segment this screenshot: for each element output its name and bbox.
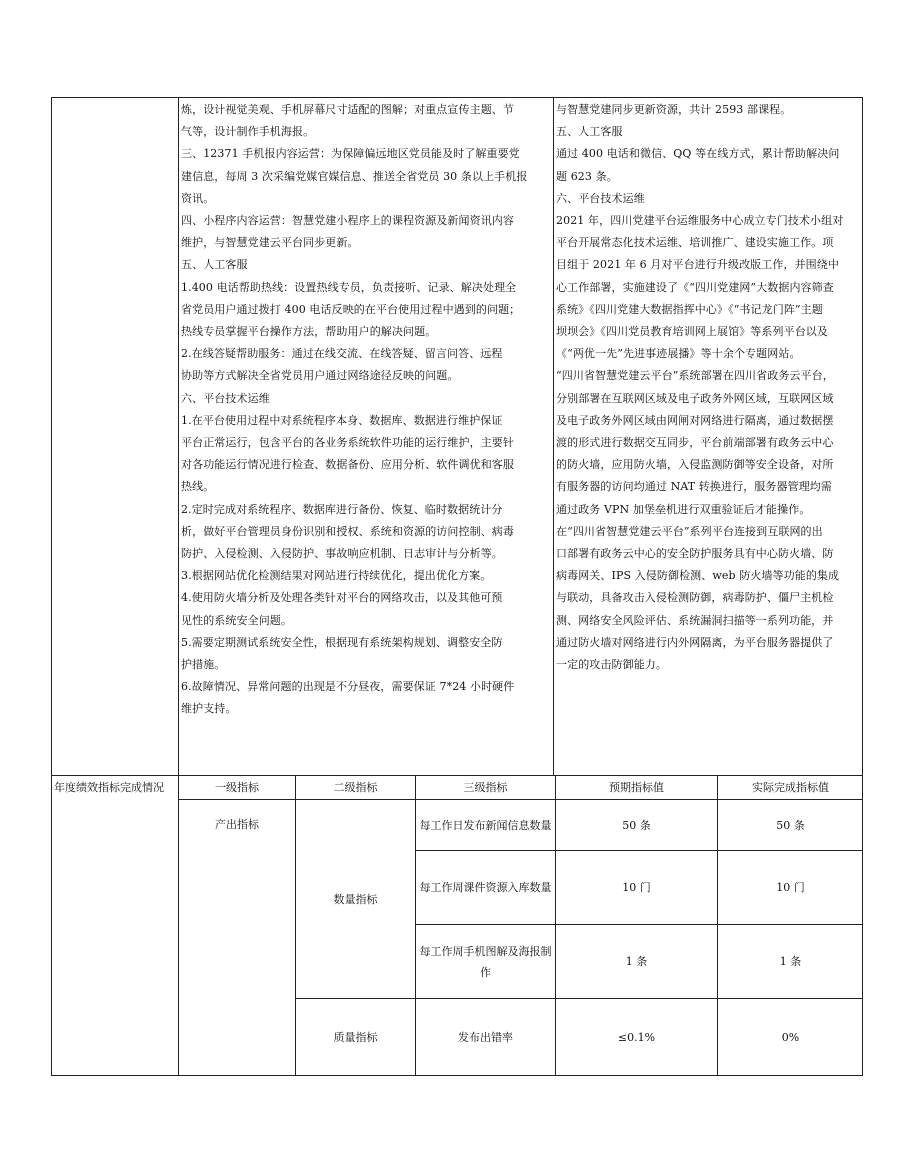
text-line: 口部署有政务云中心的安全防护服务具有中心防火墙、防	[556, 547, 834, 561]
level1-indicator: 产出指标	[215, 818, 259, 831]
text-line: 病毒网关、IPS 入侵防御检测、web 防火墙等功能的集成	[556, 569, 840, 583]
level2-quantity: 数量指标	[333, 892, 378, 906]
text-line: 与智慧党建同步更新资源，共计 2593 部课程。	[556, 103, 792, 116]
text-line: 平台正常运行，包含平台的各业务系统软件功能的运行维护，主要针	[181, 436, 514, 450]
expected-cell: 1 条	[625, 955, 648, 968]
text-line: 目组于 2021 年 6 月对平台进行升级改版工作，并围绕中	[556, 258, 839, 272]
text-line: 维护支持。	[181, 702, 237, 716]
text-line: 对各功能运行情况进行检查、数据备份、应用分析、软件调优和客服	[181, 458, 514, 472]
text-line: 六、平台技术运维	[556, 191, 645, 205]
text-line: 防护、入侵检测、入侵防护、事故响应机制、日志审计与分析等。	[181, 547, 503, 561]
text-line: 6.故障情况、异常问题的出现是不分昼夜，需要保证 7*24 小时硬件	[181, 680, 515, 694]
actual-cell: 1 条	[779, 955, 802, 968]
text-line: 2021 年，四川党建平台运维服务中心成立专门技术小组对	[556, 214, 844, 228]
level3-cell: 每工作周手机图解及海报制作	[419, 944, 552, 979]
header-expected: 预期指标值	[609, 781, 664, 794]
text-line: 有服务器的访问均通过 NAT 转换进行，服务器管理均需	[556, 480, 832, 494]
text-line: 平台开展常态化技术运维、培训推广、建设实施工作。项	[556, 236, 834, 250]
text-line: 三、12371 手机报内容运营：为保障偏远地区党员能及时了解重要党	[181, 147, 520, 161]
level3-cell: 发布出错率	[458, 1031, 513, 1044]
level3-cell: 每工作日发布新闻信息数量	[419, 818, 552, 832]
text-line: 在“四川省智慧党建云平台”系列平台连接到互联网的出	[556, 524, 823, 538]
actual-cell: 50 条	[776, 818, 805, 832]
text-line: 见性的系统安全问题。	[181, 613, 292, 627]
header-level1: 一级指标	[215, 781, 259, 794]
text-line: 心工作部署，实施建设了《“四川党建网”大数据内容筛查	[556, 280, 834, 294]
header-level3: 三级指标	[463, 781, 508, 794]
header-actual: 实际完成指标值	[752, 781, 829, 794]
text-line: 《“两优一先”先进事迹展播》等十余个专题网站。	[556, 347, 801, 361]
text-line: 题 623 条。	[556, 169, 618, 183]
text-line: 通过政务 VPN 加堡垒机进行双重验证后才能操作。	[556, 502, 811, 516]
text-line: 5.需要定期测试系统安全性，根据现有系统架构规划、调整安全防	[181, 635, 503, 649]
expected-cell: 10 门	[622, 881, 651, 894]
text-line: 资讯。	[181, 191, 215, 205]
text-line: 4.使用防火墙分析及处理各类针对平台的网络攻击，以及其他可预	[181, 591, 503, 605]
text-line: 测、网络安全风险评估、系统漏洞扫描等一系列功能，并	[556, 613, 834, 627]
text-line: 通过防火墙对网络进行内外网隔离，为平台服务器提供了	[556, 635, 834, 649]
table-vline	[553, 97, 554, 775]
text-line: 一定的攻击防御能力。	[556, 658, 667, 672]
text-line: 气等，设计制作手机海报。	[181, 125, 315, 139]
expected-cell: ≤0.1%	[617, 1031, 656, 1044]
level2-quality: 质量指标	[333, 1031, 378, 1044]
text-line: 2.定时完成对系统程序、数据库进行备份、恢复、临时数据统计分	[181, 502, 503, 516]
actual-cell: 0%	[781, 1031, 800, 1044]
text-line: 1.400 电话帮助热线：设置热线专员，负责接听、记录、解决处理全	[181, 280, 517, 294]
text-line: 维护，与智慧党建云平台同步更新。	[181, 236, 359, 250]
text-line: 护措施。	[181, 658, 226, 672]
text-line: 协助等方式解决全省党员用户通过网络途径反映的问题。	[181, 369, 459, 383]
left-text-column	[181, 99, 552, 721]
text-line: “四川省智慧党建云平台”系统部署在四川省政务云平台，	[556, 369, 834, 383]
expected-cell: 50 条	[622, 818, 651, 832]
text-line: 分别部署在互联网区域及电子政务外网区域，互联网区域	[556, 391, 834, 405]
row-label: 年度绩效指标完成情况	[54, 781, 164, 794]
text-line: 热线。	[181, 480, 215, 494]
text-line: 通过 400 电话和微信、QQ 等在线方式，累计帮助解决问	[556, 147, 840, 161]
actual-cell: 10 门	[776, 881, 805, 894]
text-line: 系统》《四川党建大数据指挥中心》《“书记龙门阵”主题	[556, 302, 823, 316]
text-line: 坝坝会》《四川党员教育培训网上展馆》等系列平台以及	[556, 325, 828, 339]
table-vline	[415, 775, 416, 1076]
text-line: 析，做好平台管理员身份识别和授权、系统和资源的访问控制、病毒	[181, 524, 514, 538]
text-line: 五、人工客服	[556, 125, 623, 139]
text-line: 3.根据网站优化检测结果对网站进行持续优化，提出优化方案。	[181, 569, 492, 583]
text-line: 与联动，具备攻击入侵检测防御，病毒防护、僵尸主机检	[556, 591, 834, 605]
text-line: 四、小程序内容运营：智慧党建小程序上的课程资源及新闻资讯内容	[181, 214, 514, 228]
text-line: 建信息，每周 3 次采编党媒官媒信息、推送全省党员 30 条以上手机报	[181, 169, 528, 183]
text-line: 渡的形式进行数据交互同步，平台前端部署有政务云中心	[556, 436, 834, 450]
header-level2: 二级指标	[333, 781, 378, 794]
text-line: 2.在线答疑帮助服务：通过在线交流、在线答疑、留言问答、远程	[181, 347, 503, 361]
level3-cell: 每工作周课件资源入库数量	[419, 881, 552, 894]
right-text-column	[556, 99, 862, 676]
text-line: 的防火墙，应用防火墙，入侵监测防御等安全设备，对所	[556, 458, 834, 472]
text-line: 炼，设计视觉美观、手机屏幕尺寸适配的图解；对重点宣传主题、节	[181, 103, 514, 116]
text-line: 热线专员掌握平台操作方法，帮助用户的解决问题。	[181, 325, 437, 339]
text-line: 1.在平台使用过程中对系统程序本身、数据库、数据进行维护保证	[181, 413, 503, 427]
text-line: 省党员用户通过拨打 400 电话反映的在平台使用过程中遇到的问题；	[181, 302, 521, 316]
text-line: 及电子政务外网区域由网闸对网络进行隔离，通过数据摆	[556, 413, 834, 427]
text-line: 六、平台技术运维	[181, 391, 270, 405]
text-line: 五、人工客服	[181, 258, 248, 272]
